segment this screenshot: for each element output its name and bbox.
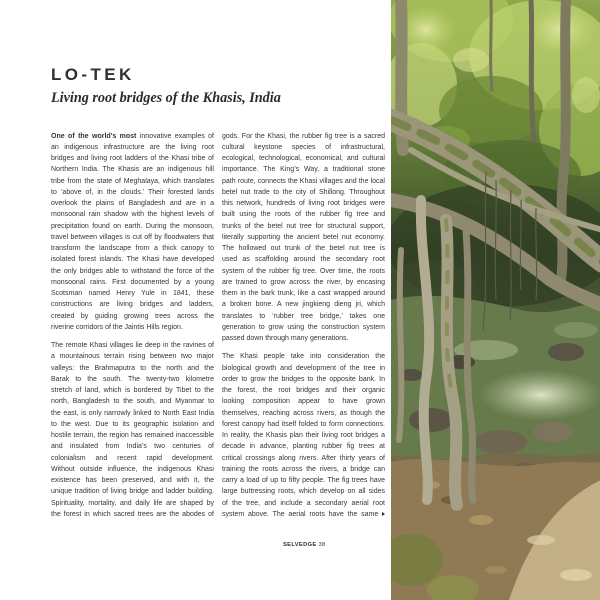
text-line: biological growth and development of the tree in [222,364,385,372]
text-line: passed down through many generations. [222,335,349,342]
text-line: translates to ‘rubber tree bridge,’ takes one [222,312,385,320]
text-line: north, Bangladesh to the south, and Myanmar to [51,398,214,406]
text-line: The Khasi people take into consideration the [222,353,385,361]
article-column-right [222,131,385,521]
page-footer [283,541,326,549]
text-line: order to grow the bridges to the opposite bank. In [222,375,385,383]
text-line: and insulated from India’s two centuries of [51,443,214,451]
text-line: isolated forest islands. The Khasi have developed [51,256,214,264]
text-line: themselves, reaching across rivers, as though the [222,409,385,417]
text-line: carry a load of up to fifty people. The fig trees have [222,477,385,484]
page-number: 38 [318,542,326,548]
text-line: path route, connects the Khasi villages and the local [222,177,385,185]
paragraph [222,131,385,345]
text-line: overlook the plains of Bangladesh and are in a [51,200,214,207]
text-line: are trained to grow across the river, by encasing [222,278,385,286]
text-line: this network, hundreds of living root bridges were [222,200,385,207]
text-line-rest: system above. The aerial roots have the same [222,510,379,518]
text-line: riverine corridors of the Jaintis Hills region. [51,323,183,331]
text-line: decade in advance, planting rubber fig trees at [222,443,385,451]
text-line [222,509,385,520]
text-line: system of the rubber fig tree. Over time, the roots [222,267,385,275]
text-line: tribe from the state of Meghalaya, which translates [51,177,214,185]
text-line: the only bridges able to withstand the force of the [51,267,214,275]
text-line: large buttressing roots, which develop on all sides [222,488,385,496]
text-line: an indigenous infrastructure are the living root [51,143,214,151]
paragraph [222,351,385,520]
text-line: The hollowed out trunk of the betel nut tree is [222,245,385,252]
text-line: them in the bark trunk, like a cast wrapped around [222,290,385,297]
text-line: stretch of land, which is bordered by Tibet to the [51,387,214,394]
text-line: unique tradition of living bridge and ladder building. [51,488,214,496]
text-line: hostile terrain, the region has remained inaccessible [51,432,214,439]
text-line: built using the roots of the rubber fig tree and [222,211,385,219]
text-line: transform the landscape from a thick canopy to [51,245,214,252]
paragraph [51,131,214,334]
text-line: generation to grow using the construction system [222,323,385,331]
text-line: existence has been preserved, and with it, the [51,477,214,484]
text-line: the forest, the root bridges and their organic [222,387,385,394]
text-line: used as scaffolding around the secondary root [222,256,385,264]
text-line-rest: innovative examples of [139,132,214,140]
text-line: looking composition appear to have grown [222,398,385,406]
text-line: Spirituality, mortality, and daily life are shaped by [51,499,214,507]
magazine-name: SELVEDGE [283,542,317,548]
text-line: precipitation found on earth. During the monsoon, [51,222,214,230]
text-line: In reality, the Khasis plan their living root bridges a [222,432,385,439]
text-line: monsoonal rain shadow with the highest levels of [51,211,214,219]
text-line [51,131,214,142]
text-line: colonialism and recent rapid development. [51,454,214,462]
text-line: a broken bone. A new jingkieng dieng jri, which [222,301,385,309]
text-line: The remote Khasi villages lie deep in the ravines of [51,342,214,349]
text-line: gods. For the Khasi, the rubber fig tree is a sacred [222,132,385,140]
text-line: bridges and living root ladders of the Khasi tribe of [51,155,214,162]
text-line: ecological, technological, economical, and cultural [222,155,385,162]
text-line: Barak to the south. The twenty-two kilometre [51,375,214,383]
text-line: of the tree, and include a secondary aerial root [222,499,385,507]
text-line: the forest in which sacred trees are the abodes of [51,510,214,518]
text-line: trunks of the betel nut tree for structural support, [222,222,385,230]
article-subtitle: Living root bridges of the Khasis, India [51,90,281,106]
text-line: forest canopy had itself folded to form connections. [222,420,385,428]
text-line: to the west. Due to its geographic isolation and [51,420,214,428]
text-line: the east, is only narrowly linked to North East India [51,409,214,417]
text-line: literally supporting the ancient betel nut economy. [222,233,385,241]
paragraph [51,340,214,520]
text-line: a mountainous terrain rising between two major [51,353,214,361]
text-line: Without outside influence, the indigenous Khasi [51,465,214,473]
text-line: cultural keystone species of infrastructural, [222,143,385,151]
text-line: to ‘above of, in the clouds.’ Their forested lands [51,188,214,196]
text-line: travel between villages is cut off by floodwaters that [51,233,214,241]
article-column-left [51,131,214,521]
text-line: betel nut trade to the city of Shillong. Throughout [222,188,385,196]
continued-arrow-icon [382,512,385,516]
text-line: created by guiding growing trees across the [51,312,214,320]
lead-in-bold: One of the world’s most [51,132,137,140]
forest-floor [391,459,600,600]
text-line: Scotsman named Henry Yule in 1841, these [51,290,214,297]
text-line: valleys: the Brahmaputra to the north and the [51,364,214,372]
text-line: importance. The King’s Way, a traditional stone [222,166,385,174]
text-line: Northern India. The Khasis are an indigenous hill [51,166,214,174]
text-line: critical crossings along rivers. After thirty years of [222,454,385,462]
text-line: monsoonal rains. First documented by a young [51,278,214,286]
article-title: LO-TEK [51,65,135,84]
text-line: constructions are living bridges and ladders, [51,301,214,309]
root-bridge-photo [391,0,600,600]
text-line: training the roots across the rivers, a bridge can [222,465,385,473]
